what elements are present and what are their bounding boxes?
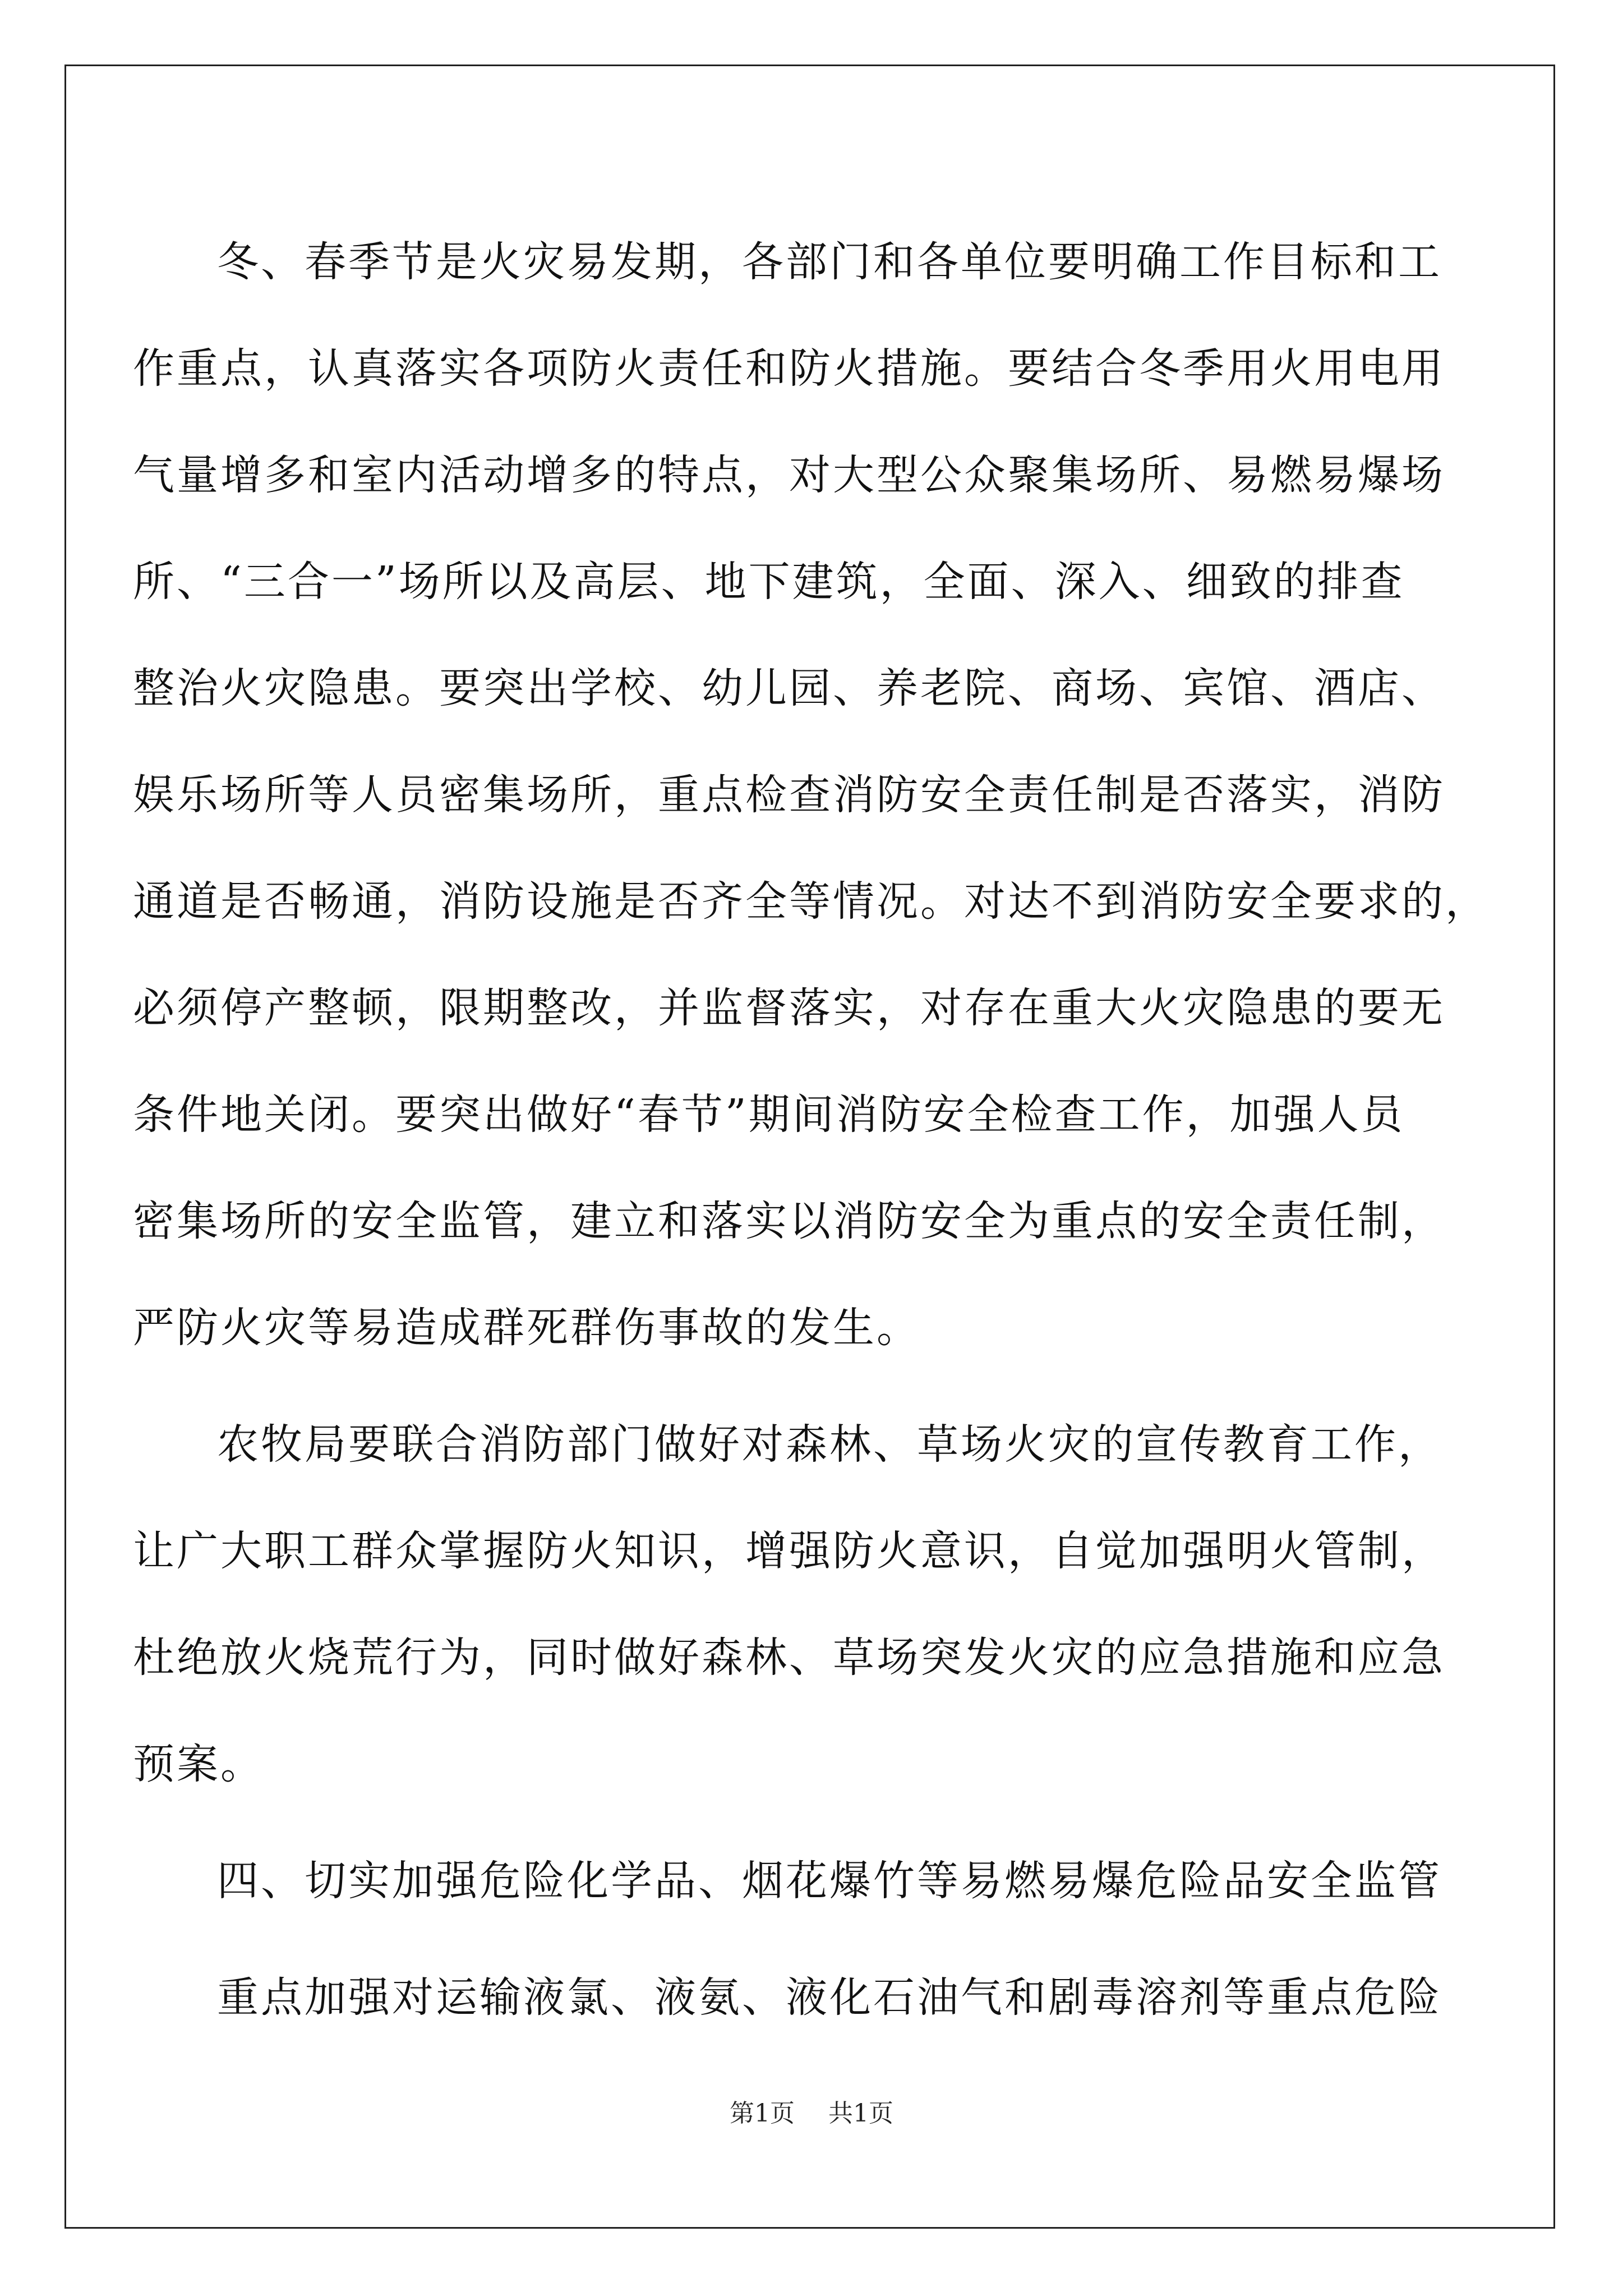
paragraph-1-line-8: 必须停产整顿，限期整改，并监督落实，对存在重大火灾隐患的要无 [133,984,1445,1032]
page-total-label: 共1页 [828,2099,893,2128]
paragraph-spacer [133,1818,1501,1828]
paragraph-1-line-3: 气量增多和室内活动增多的特点，对大型公众聚集场所、易燃易爆场 [133,451,1445,499]
page-number-label: 第1页 [730,2099,795,2128]
paragraph-1-line-1: 冬、春季节是火灾易发期，各部门和各单位要明确工作目标和工 [217,238,1442,286]
paragraph-1-line-6: 娱乐场所等人员密集场所，重点检查消防安全责任制是否落实，消防 [133,771,1445,819]
paragraph-2-line-1: 农牧局要联合消防部门做好对森林、草场火灾的宣传教育工作， [217,1420,1442,1469]
paragraph-1-line-10: 密集场所的安全监管，建立和落实以消防安全为重点的安全责任制， [133,1197,1445,1245]
paragraph-spacer [133,1934,1501,1944]
section-heading-four: 四、切实加强危险化学品、烟花爆竹等易燃易爆危险品安全监管 [217,1857,1442,1905]
paragraph-2-line-4: 预案。 [133,1740,264,1788]
paragraph-1-line-2: 作重点，认真落实各项防火责任和防火措施。要结合冬季用火用电用 [133,344,1445,393]
paragraph-1-line-4: 所、“三合一”场所以及高层、地下建筑，全面、深入、细致的排查 [133,558,1405,606]
paragraph-2-line-2: 让广大职工群众掌握防火知识，增强防火意识，自觉加强明火管制， [133,1527,1445,1575]
paragraph-1-line-9: 条件地关闭。要突出做好“春节”期间消防安全检查工作，加强人员 [133,1091,1405,1139]
page-footer [0,2097,1623,2131]
paragraph-1-line-11: 严防火灾等易造成群死群伤事故的发生。 [133,1304,920,1352]
paragraph-2-line-3: 杜绝放火烧荒行为，同时做好森林、草场突发火灾的应急措施和应急 [133,1634,1445,1682]
paragraph-1-line-7: 通道是否畅通，消防设施是否齐全等情况。对达不到消防安全要求的， [133,877,1489,926]
paragraph-spacer [133,1381,1501,1391]
document-body [133,209,1501,2051]
paragraph-1-line-5: 整治火灾隐患。要突出学校、幼儿园、养老院、商场、宾馆、酒店、 [133,664,1445,712]
paragraph-4-line-1: 重点加强对运输液氯、液氨、液化石油气和剧毒溶剂等重点危险 [217,1973,1442,2022]
